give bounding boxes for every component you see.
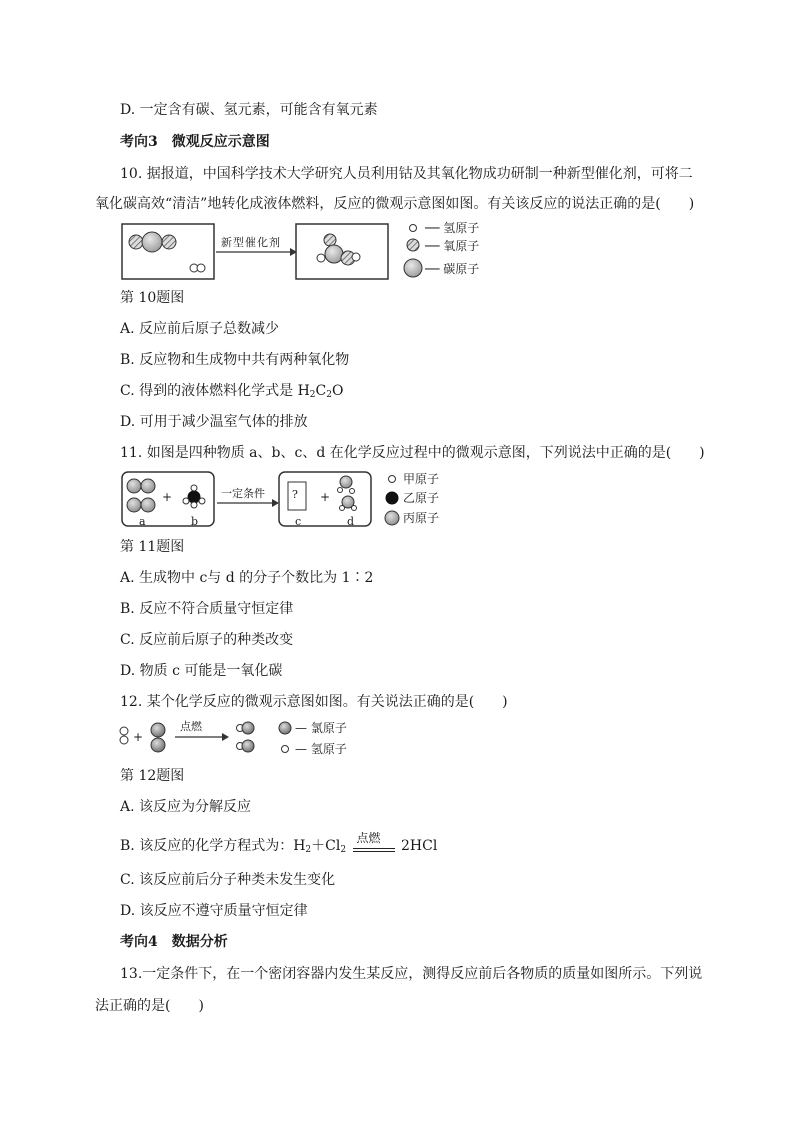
q12-hcl2-cl <box>242 740 254 752</box>
q12-option-b-line-1 <box>353 848 395 849</box>
q11-label-c: c <box>295 515 302 528</box>
q12-option-d: D. 该反应不遵守质量守恒定律 <box>120 903 308 919</box>
q10-co2-carbon <box>142 232 162 252</box>
q11-plus-left: + <box>162 490 173 504</box>
q12-hcl1-cl <box>242 722 254 734</box>
q10-product-h-right <box>352 253 360 261</box>
q12-arrow-head <box>222 733 229 741</box>
q11-d1-h2 <box>350 489 355 494</box>
q12-option-b-suffix: 2HCl <box>400 838 438 854</box>
q10-co2-oxygen-1 <box>129 235 143 249</box>
q11-d2-h2 <box>352 506 357 511</box>
q11-label-d: d <box>347 515 355 528</box>
q11-legend-bing-symbol <box>385 511 399 525</box>
prev-option-d: D. 一定含有碳、氢元素，可能含有氧元素 <box>120 102 378 118</box>
q11-caption: 第 11题图 <box>120 539 185 555</box>
q12-cl2-atom-1 <box>151 723 165 737</box>
q11-option-a: A. 生成物中 c与 d 的分子个数比为 1∶2 <box>120 570 374 586</box>
q11-d2-h1 <box>340 506 345 511</box>
q11-a-atom-4 <box>141 498 155 512</box>
q10-catalyst-label: 新型催化剂 <box>221 236 281 249</box>
q13-stem-line1: 13.一定条件下，在一个密闭容器内发生某反应，测得反应前后各物质的质量如图所示。下列说 <box>120 966 703 982</box>
q12-h2-atom-1 <box>120 727 128 735</box>
q11-option-b: B. 反应不符合质量守恒定律 <box>120 601 294 617</box>
q10-figure <box>120 222 500 282</box>
q12-figure <box>118 718 378 760</box>
q12-legend-hydrogen: — 氢原子 <box>295 742 347 756</box>
q11-d1-h1 <box>338 488 343 493</box>
q11-option-c: C. 反应前后原子的种类改变 <box>120 632 294 648</box>
q11-plus-right: + <box>320 490 331 504</box>
q10-legend-hydrogen: ── 氢原子 <box>425 221 480 235</box>
q11-legend-jia: 甲原子 <box>403 472 440 486</box>
q11-a-atom-2 <box>141 479 155 493</box>
q11-unknown-mark: ? <box>292 488 298 501</box>
q11-label-b: b <box>191 515 199 528</box>
q10-option-c <box>120 381 343 405</box>
q11-legend-jia-symbol <box>389 476 396 483</box>
q12-legend-h-symbol <box>282 746 289 753</box>
q10-caption: 第 10题图 <box>120 290 185 306</box>
q10-option-c-sub2: 2 <box>326 390 332 400</box>
q10-legend-carbon-symbol <box>404 259 422 277</box>
q10-product-carbon <box>325 245 343 263</box>
section4-title: 考向4 数据分析 <box>120 934 228 950</box>
q11-a-atom-1 <box>127 479 141 493</box>
q10-option-d: D. 可用于减少温室气体的排放 <box>120 414 308 430</box>
q11-legend-bing: 丙原子 <box>403 511 440 525</box>
q12-condition-label: 点燃 <box>180 720 202 733</box>
q10-stem-line2: 氧化碳高效“清洁”地转化成液体燃料，反应的微观示意图如图。有关该反应的说法正确的是( ) <box>95 196 695 212</box>
q10-legend-hydrogen-symbol <box>410 225 417 232</box>
q10-option-c-mid: C <box>315 383 327 399</box>
q11-label-a: a <box>139 515 146 528</box>
q10-option-b: B. 反应物和生成物中共有两种氧化物 <box>120 352 350 368</box>
q10-option-c-prefix: C. 得到的液体燃料化学式是 H <box>120 383 310 399</box>
q12-option-b-mid: ＋Cl <box>311 838 341 854</box>
q11-condition-label: 一定条件 <box>221 487 265 500</box>
q11-b-center <box>188 491 200 503</box>
q10-co2-oxygen-2 <box>162 235 176 249</box>
q11-a-atom-3 <box>127 498 141 512</box>
q11-arrow-head <box>272 499 279 507</box>
q12-option-b <box>120 831 438 860</box>
q12-cl2-atom-2 <box>151 738 165 752</box>
q10-legend-oxygen: ── 氧原子 <box>425 239 480 253</box>
q12-stem: 12. 某个化学反应的微观示意图如图。有关说法正确的是( ) <box>120 694 508 710</box>
q11-b-h-bottom <box>191 502 197 508</box>
q11-option-d: D. 物质 c 可能是一氧化碳 <box>120 663 283 679</box>
q10-option-a: A. 反应前后原子总数减少 <box>120 321 280 337</box>
q12-option-b-sub2: 2 <box>340 845 347 855</box>
q12-option-b-sub1: 2 <box>305 845 312 855</box>
q12-option-b-line-2 <box>353 851 395 852</box>
q10-legend-carbon: ── 碳原子 <box>425 262 480 276</box>
q10-stem-line1: 10. 据报道，中国科学技术大学研究人员利用钴及其氧化物成功研制一种新型催化剂，可将二 <box>120 166 693 182</box>
q10-product-oxygen-top <box>324 234 336 246</box>
q11-b-h-left <box>183 498 189 504</box>
q10-legend-oxygen-symbol <box>407 239 419 251</box>
q11-b-h-top <box>191 485 197 491</box>
q10-h2-atom-2 <box>197 264 205 272</box>
q12-option-b-prefix: B. 该反应的化学方程式为：H <box>120 838 306 854</box>
q11-legend-yi-symbol <box>386 492 398 504</box>
q10-option-c-sub1: 2 <box>309 390 316 400</box>
q11-b-h-right <box>199 498 205 504</box>
q11-d1-atom <box>340 476 352 488</box>
q12-option-b-condition: 点燃 <box>356 831 381 845</box>
q12-option-c: C. 该反应前后分子种类未发生变化 <box>120 872 336 888</box>
q12-option-b-equals <box>351 831 397 860</box>
q12-plus: + <box>133 730 144 744</box>
q10-product-h-left <box>317 254 325 262</box>
q13-stem-line2: 法正确的是( ) <box>95 998 204 1014</box>
section3-title: 考向3 微观反应示意图 <box>120 134 270 150</box>
q12-legend-cl-symbol <box>279 722 291 734</box>
q11-legend-yi: 乙原子 <box>403 491 440 505</box>
q12-h2-atom-2 <box>120 736 128 744</box>
q12-legend-chlorine: — 氯原子 <box>295 721 347 735</box>
q11-figure <box>120 470 480 530</box>
q11-stem: 11. 如图是四种物质 a、b、c、d 在化学反应过程中的微观示意图，下列说法中正确的是( ) <box>120 445 705 461</box>
q12-caption: 第 12题图 <box>120 768 185 784</box>
q12-option-a: A. 该反应为分解反应 <box>120 799 252 815</box>
q10-option-c-suffix: O <box>331 383 344 399</box>
